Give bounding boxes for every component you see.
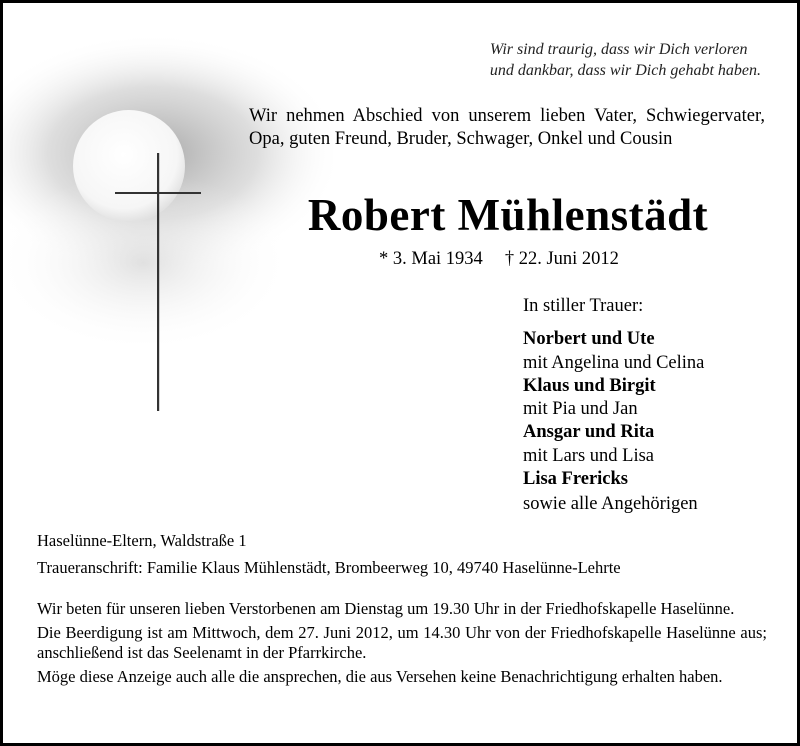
quote-line-2: und dankbar, dass wir Dich gehabt haben.	[489, 62, 761, 79]
family-name: Norbert und Ute	[523, 329, 655, 350]
death-date: † 22. Juni 2012	[504, 249, 619, 269]
address-block	[37, 527, 621, 581]
birth-date: * 3. Mai 1934	[379, 249, 483, 269]
home-address: Haselünne-Eltern, Waldstraße 1	[37, 531, 247, 550]
closing-notice: Möge diese Anzeige auch alle die ansprechen, die aus Versehen keine Benachrichtigung erhalten haben.	[37, 667, 723, 686]
mourners-heading: In stiller Trauer:	[523, 296, 644, 316]
family-children: mit Pia und Jan	[523, 399, 638, 420]
family-children: mit Angelina und Celina	[523, 352, 705, 373]
moon	[73, 110, 185, 222]
family-name: Ansgar und Rita	[523, 422, 655, 443]
mourners-list	[523, 295, 704, 517]
life-dates	[379, 249, 619, 270]
family-name: Klaus und Birgit	[523, 375, 656, 396]
mourning-address: Traueranschrift: Familie Klaus Mühlenstädt, Brombeerweg 10, 49740 Haselünne-Lehrte	[37, 558, 621, 577]
family-children: mit Lars und Lisa	[523, 445, 655, 466]
prayer-notice: Wir beten für unseren lieben Verstorbenen am Dienstag um 19.30 Uhr in der Friedhofskapelle Haselünne.	[37, 599, 735, 618]
farewell-text: Wir nehmen Abschied von unserem lieben Vater, Schwiegervater, Opa, guten Freund, Bruder, Schwager, Onkel und Cousin	[249, 106, 765, 149]
funeral-notice: Die Beerdigung ist am Mittwoch, dem 27. Juni 2012, um 14.30 Uhr von der Friedhofskapelle Haselünne aus; anschließend ist das Seelenamt in der Pfarrkirche.	[37, 623, 767, 662]
family-name: Lisa Frericks	[523, 469, 628, 490]
mourners-closing: sowie alle Angehörigen	[523, 494, 698, 515]
service-notice	[37, 599, 767, 691]
deceased-name: Robert Mühlenstädt	[307, 190, 709, 240]
quote-line-1: Wir sind traurig, dass wir Dich verloren	[489, 41, 748, 58]
memorial-quote	[490, 39, 761, 81]
